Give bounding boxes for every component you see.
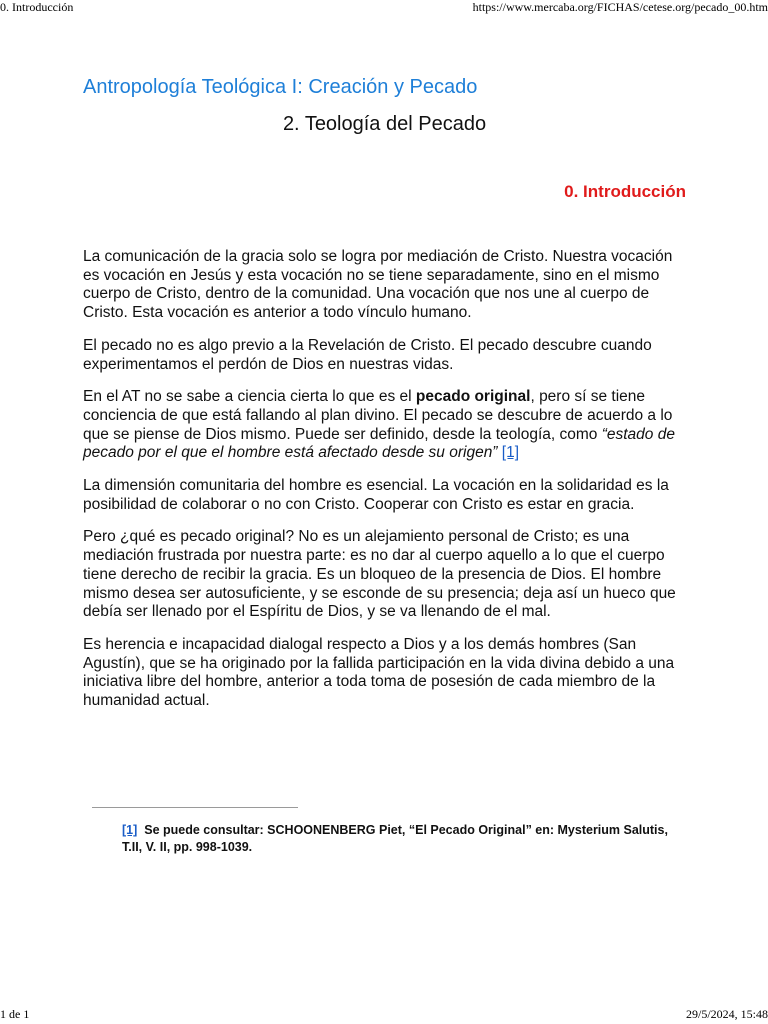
page-count: 1 de 1: [0, 1007, 30, 1021]
sub-title: 2. Teología del Pecado: [282, 113, 487, 135]
footnote-divider: [92, 807, 298, 808]
main-title: Antropología Teológica I: Creación y Pecado: [83, 76, 478, 98]
footnote-ref-link[interactable]: [1]: [501, 444, 520, 462]
paragraph-3-text-b: , pero sí se tiene conciencia de que está fallando al plan divino. El pecado se descubre de acuerdo a lo que se piense de Dios mismo. Puede ser definido, desde la teología, como: [83, 388, 673, 443]
footnote-back-link[interactable]: [1]: [122, 823, 138, 837]
print-timestamp: 29/5/2024, 15:48: [685, 1007, 768, 1021]
paragraph-1: La comunicación de la gracia solo se logra por mediación de Cristo. Nuestra vocación es vocación en Jesús y esta vocación no se tiene separadamente, sino en el mismo cuerpo de Cristo, dentro de la comunidad. Una vocación que nos une al cuerpo de Cristo. Esta vocación es anterior a todo vínculo humano.: [83, 248, 673, 322]
section-title: 0. Introducción: [564, 182, 686, 201]
print-header-url: https://www.mercaba.org/FICHAS/cetese.org/pecado_00.htm: [472, 0, 768, 14]
paragraph-3: [83, 388, 686, 463]
footnote: [122, 822, 682, 856]
paragraph-3-text-a: En el AT no se sabe a ciencia cierta lo que es el: [83, 388, 416, 406]
footnote-text: Se puede consultar: SCHOONENBERG Piet, “El Pecado Original” en: Mysterium Salutis, T.II, V. II, pp. 998-1039.: [122, 823, 668, 854]
print-footer: [0, 1008, 768, 1024]
paragraph-5: Pero ¿qué es pecado original? No es un alejamiento personal de Cristo; es una mediación frustrada por nuestra parte: es no dar al cuerpo aquello a lo que el cuerpo tiene derecho de recibir la gracia. Es un bloqueo de la presencia de Dios. El hombre mismo desea ser autosuficiente, y se esconde de su presencia; deja así un hueco que debía ser llenado por el Espíritu de Dios, y se va llenando de el mal.: [83, 528, 676, 621]
print-header: [0, 0, 768, 16]
document-content: [83, 70, 686, 711]
definition-quote: “estado de pecado por el que el hombre está afectado desde su origen”: [83, 425, 675, 462]
paragraph-2: El pecado no es algo previo a la Revelación de Cristo. El pecado descubre cuando experimentamos el perdón de Dios en nuestras vidas.: [83, 336, 652, 373]
body-text: [83, 248, 686, 711]
paragraph-6: Es herencia e incapacidad dialogal respecto a Dios y a los demás hombres (San Agustín), que se ha originado por la fallida participación en la vida divina debido a una iniciativa libre del hombre, anterior a toda toma de posesión de cada miembro de la humanidad actual.: [83, 635, 675, 710]
pecado-original-bold: pecado original: [415, 388, 531, 406]
paragraph-4: La dimensión comunitaria del hombre es esencial. La vocación en la solidaridad es la posibilidad de colaborar o no con Cristo. Cooperar con Cristo es estar en gracia.: [83, 477, 669, 513]
print-header-page-title: 0. Introducción: [0, 0, 74, 14]
